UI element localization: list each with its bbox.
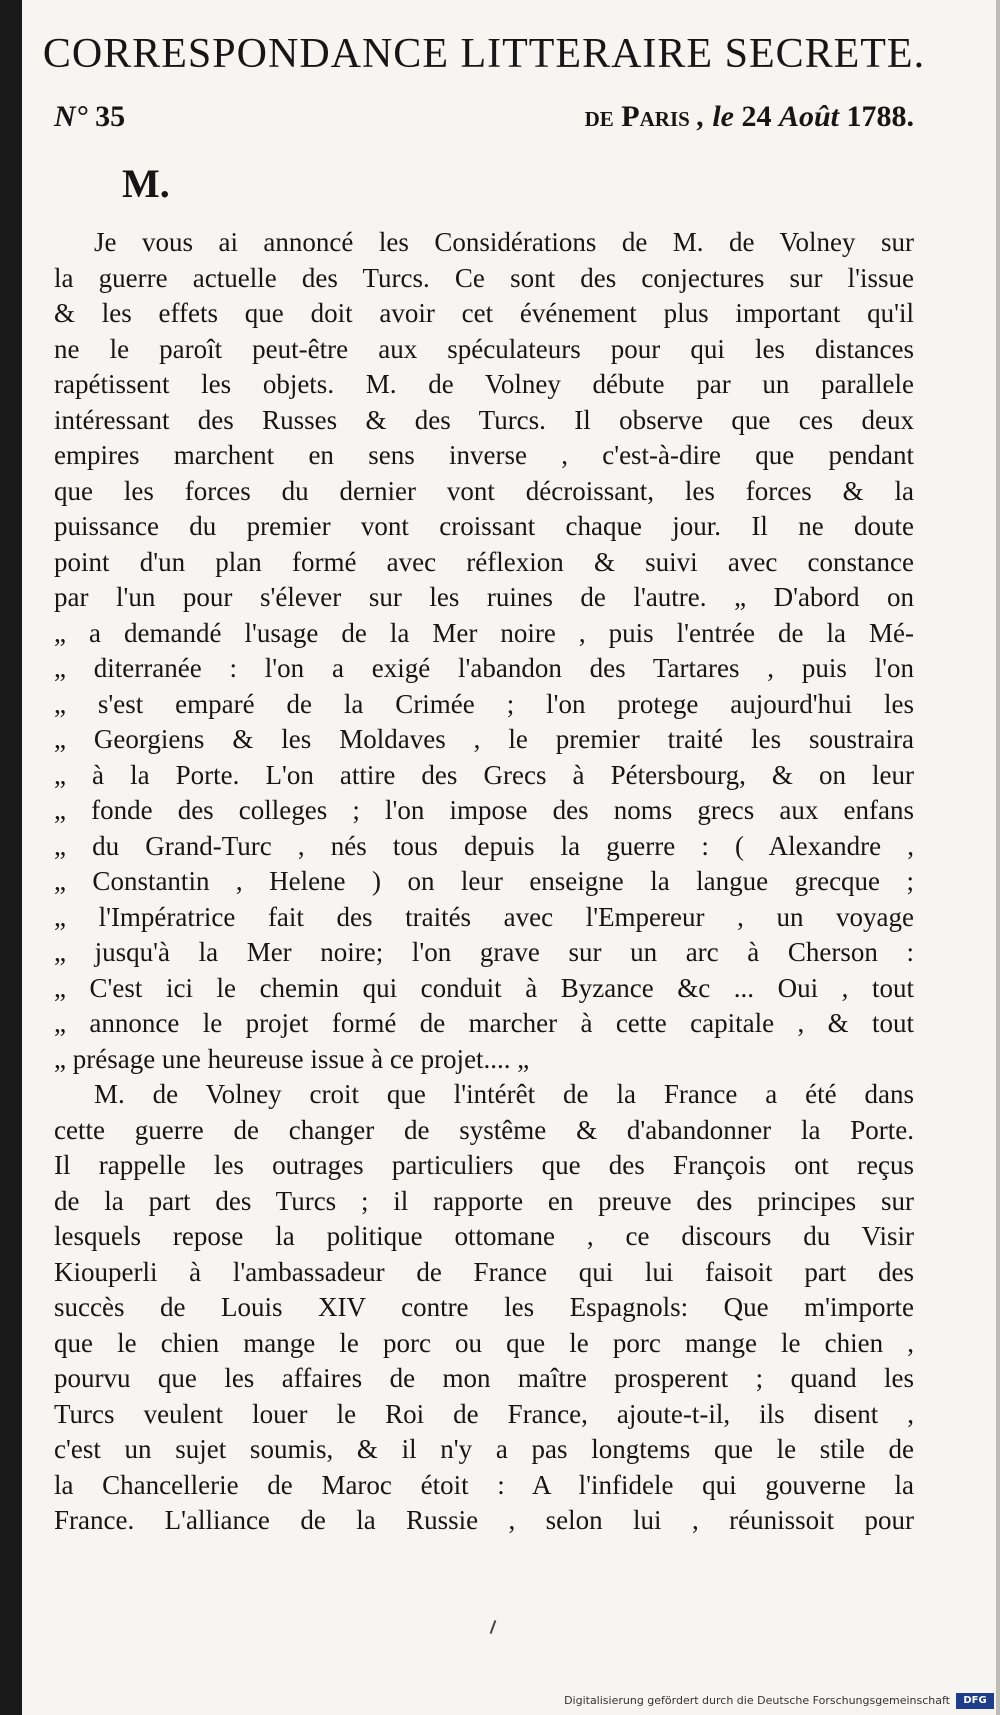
text-line: intéressant des Russes & des Turcs. Il observe que ces deux: [54, 404, 914, 435]
page-edge: [996, 0, 1000, 1715]
stray-mark: [490, 1620, 497, 1634]
text-line: empires marchent en sens inverse , c'est-à-dire que pendant: [54, 440, 914, 470]
text-line: la guerre actuelle des Turcs. Ce sont des conjectures sur l'issue: [54, 262, 914, 293]
text-line: „ jusqu'à la Mer noire; l'on grave sur un arc à Cherson :: [54, 937, 914, 967]
text-line: Kiouperli à l'ambassadeur de France qui lui faisoit part des: [54, 1256, 914, 1287]
scan-binding-edge: [0, 0, 22, 1715]
text-line: „ s'est emparé de la Crimée ; l'on protege aujourd'hui les: [54, 688, 914, 719]
text-line: lesquels repose la politique ottomane , ce discours du Visir: [54, 1221, 914, 1251]
text-line: „ annonce le projet formé de marcher à cette capitale , & tout: [54, 1008, 914, 1038]
body-text: [54, 225, 914, 1539]
text-line: cette guerre de changer de systême & d'abandonner la Porte.: [54, 1114, 914, 1145]
text-line: „ fonde des colleges ; l'on impose des noms grecs aux enfans: [54, 795, 914, 825]
issue-number: N° 35: [54, 100, 126, 133]
digitization-credit: Digitalisierung gefördert durch die Deutsche Forschungsgemeinschaft: [564, 1694, 950, 1707]
issue-date: de Paris , le 24 Août 1788.: [584, 100, 914, 133]
text-line: que le chien mange le porc ou que le porc mange le chien ,: [54, 1327, 914, 1358]
text-line: „ diterranée : l'on a exigé l'abandon des Tartares , puis l'on: [54, 653, 914, 683]
text-line: „ C'est ici le chemin qui conduit à Byzance &c ... Oui , tout: [54, 972, 914, 1003]
text-line: Il rappelle les outrages particuliers que des François ont reçus: [54, 1150, 914, 1180]
text-line: & les effets que doit avoir cet événement plus important qu'il: [54, 298, 914, 328]
text-line: succès de Louis XIV contre les Espagnols: Que m'importe: [54, 1292, 914, 1322]
text-line: „ du Grand-Turc , nés tous depuis la guerre : ( Alexandre ,: [54, 830, 914, 861]
text-line: Turcs veulent louer le Roi de France, ajoute-t-il, ils disent ,: [54, 1398, 914, 1429]
text-line: de la part des Turcs ; il rapporte en preuve des principes sur: [54, 1185, 914, 1216]
text-line: ne le paroît peut-être aux spéculateurs pour qui les distances: [54, 333, 914, 364]
text-line: „ a demandé l'usage de la Mer noire , puis l'entrée de la Mé-: [54, 617, 914, 648]
text-line: puissance du premier vont croissant chaque jour. Il ne doute: [54, 511, 914, 541]
document-page: [22, 0, 1000, 1715]
text-line: „ à la Porte. L'on attire des Grecs à Pétersbourg, & on leur: [54, 759, 914, 790]
salutation: M.: [122, 161, 170, 206]
text-line: rapétissent les objets. M. de Volney débute par un parallele: [54, 369, 914, 399]
text-line: M. de Volney croit que l'intérêt de la France a été dans: [94, 1079, 914, 1109]
text-line: la Chancellerie de Maroc étoit : A l'infidele qui gouverne la: [54, 1469, 914, 1500]
text-line: point d'un plan formé avec réflexion & suivi avec constance: [54, 546, 914, 577]
dfg-logo: DFG: [956, 1693, 994, 1709]
text-line: que les forces du dernier vont décroissant, les forces & la: [54, 475, 914, 506]
page-title: CORRESPONDANCE LITTERAIRE SECRETE.: [42, 31, 926, 77]
text-line: „ l'Impératrice fait des traités avec l'Empereur , un voyage: [54, 901, 914, 932]
text-line: „ Georgiens & les Moldaves , le premier traité les soustraira: [54, 724, 914, 754]
text-line: „ Constantin , Helene ) on leur enseigne la langue grecque ;: [54, 866, 914, 896]
text-line: pourvu que les affaires de mon maître prosperent ; quand les: [54, 1363, 914, 1393]
text-line: c'est un sujet soumis, & il n'y a pas longtems que le stile de: [54, 1434, 914, 1464]
text-line: „ présage une heureuse issue à ce projet.... „: [54, 1043, 530, 1074]
dateline: [54, 100, 914, 144]
text-line: France. L'alliance de la Russie , selon lui , réunissoit pour: [54, 1505, 914, 1535]
text-line: par l'un pour s'élever sur les ruines de l'autre. „ D'abord on: [54, 582, 914, 612]
text-line: Je vous ai annoncé les Considérations de M. de Volney sur: [94, 227, 914, 257]
